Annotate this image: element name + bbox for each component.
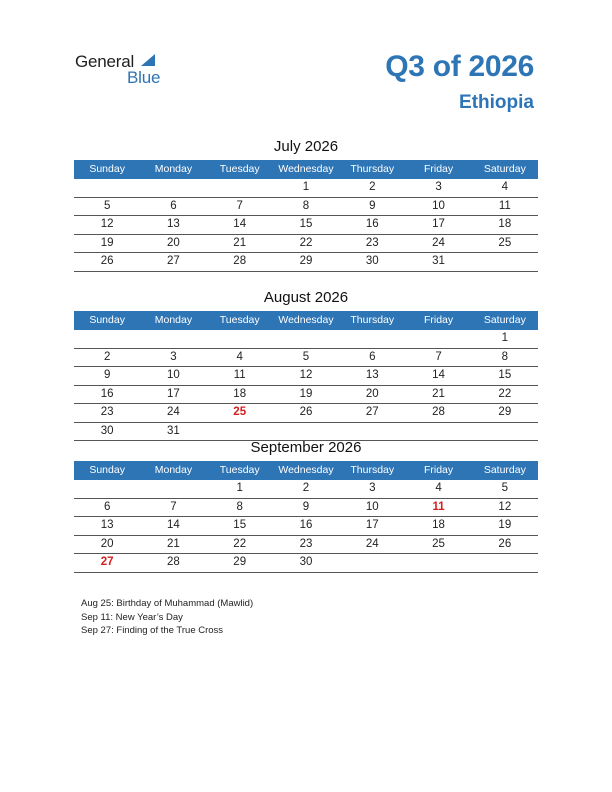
day-cell: 8 xyxy=(501,350,509,363)
day-cell: 29 xyxy=(233,556,247,568)
day-cell: 10 xyxy=(365,500,379,513)
day-cell: 28 xyxy=(432,406,445,418)
day-cell: 24 xyxy=(167,406,180,418)
weekday-label: Wednesday xyxy=(278,163,334,175)
day-cell: 11 xyxy=(498,199,511,212)
day-cell: 6 xyxy=(369,350,376,363)
day-cell: 19 xyxy=(299,387,313,400)
empty-day-cell xyxy=(74,480,140,498)
logo xyxy=(75,52,175,88)
day-cell: 31 xyxy=(432,255,445,267)
day-cell: 30 xyxy=(100,424,114,437)
day-cell: 22 xyxy=(233,537,247,550)
month-title: July 2026 xyxy=(273,138,339,155)
weekday-label: Sunday xyxy=(89,163,125,175)
weekday-label: Monday xyxy=(154,163,193,175)
day-cell: 20 xyxy=(167,236,180,249)
weekday-header xyxy=(74,311,538,330)
day-cell: 17 xyxy=(432,218,445,230)
weekday-label: Tuesday xyxy=(219,314,260,326)
day-cell: 22 xyxy=(498,387,512,400)
day-cell: 13 xyxy=(167,218,180,230)
weekday-label: Saturday xyxy=(483,464,526,476)
day-cell: 1 xyxy=(501,332,509,344)
day-cell: 2 xyxy=(302,482,310,494)
day-cell: 2 xyxy=(369,181,376,193)
week-row xyxy=(74,198,538,217)
week-row xyxy=(74,253,538,271)
empty-day-cell xyxy=(74,330,140,348)
day-cell: 1 xyxy=(302,181,310,193)
empty-day-cell xyxy=(74,179,140,197)
day-cell: 26 xyxy=(498,537,512,550)
day-cell: 16 xyxy=(299,519,313,531)
day-cell: 3 xyxy=(369,482,376,494)
day-cell: 4 xyxy=(435,482,442,494)
day-cell: 23 xyxy=(299,537,313,550)
weekday-header xyxy=(74,461,538,480)
day-cell: 18 xyxy=(432,519,445,531)
day-cell: 15 xyxy=(233,519,247,531)
weekday-label: Saturday xyxy=(483,163,526,175)
day-cell: 8 xyxy=(302,199,310,212)
day-cell: 2 xyxy=(103,350,111,363)
day-cell: 8 xyxy=(236,500,243,513)
logo-text-general: General xyxy=(75,52,135,71)
day-cell: 10 xyxy=(432,199,445,212)
weekday-label: Friday xyxy=(423,314,454,326)
day-cell: 9 xyxy=(369,199,376,212)
day-cell: 18 xyxy=(233,387,247,400)
empty-day-cell xyxy=(472,253,538,271)
page-title: Q3 of 2026 xyxy=(385,50,534,83)
weekday-label: Tuesday xyxy=(219,163,260,175)
holiday-day-cell: 11 xyxy=(432,500,445,513)
day-cell: 5 xyxy=(302,350,310,363)
holiday-notes xyxy=(81,597,253,638)
day-cell: 21 xyxy=(167,537,180,550)
day-cell: 7 xyxy=(236,199,243,212)
week-row xyxy=(74,386,538,405)
calendar-september xyxy=(74,437,538,573)
month-title: August 2026 xyxy=(263,289,349,306)
logo-text-blue: Blue xyxy=(127,68,161,87)
holiday-note: Aug 25: Birthday of Muhammad (Mawlid) xyxy=(81,598,254,609)
day-cell: 22 xyxy=(299,236,313,249)
week-row xyxy=(74,480,538,499)
calendar-july xyxy=(74,136,538,272)
calendar-august xyxy=(74,287,538,441)
day-cell: 7 xyxy=(435,350,442,363)
day-cell: 14 xyxy=(167,519,180,531)
day-cell: 15 xyxy=(498,369,512,381)
day-cell: 16 xyxy=(365,218,379,230)
week-row xyxy=(74,216,538,235)
weekday-label: Wednesday xyxy=(278,464,334,476)
weekday-label: Wednesday xyxy=(278,314,334,326)
weekday-header xyxy=(74,160,538,179)
empty-day-cell xyxy=(140,179,206,197)
day-cell: 19 xyxy=(100,236,114,249)
day-cell: 5 xyxy=(501,482,509,494)
day-cell: 12 xyxy=(299,369,313,381)
day-cell: 9 xyxy=(103,369,111,381)
empty-day-cell xyxy=(405,554,471,572)
day-cell: 26 xyxy=(100,255,114,267)
weekday-label: Thursday xyxy=(350,163,395,175)
day-cell: 28 xyxy=(167,556,180,568)
day-cell: 23 xyxy=(365,236,379,249)
week-row xyxy=(74,330,538,349)
week-row xyxy=(74,367,538,386)
empty-day-cell xyxy=(405,330,471,348)
empty-day-cell xyxy=(207,179,273,197)
day-cell: 25 xyxy=(498,236,512,249)
day-cell: 29 xyxy=(498,406,512,418)
month-title: September 2026 xyxy=(250,439,362,456)
empty-day-cell xyxy=(140,480,206,498)
empty-day-cell xyxy=(339,330,405,348)
weekday-label: Thursday xyxy=(350,314,395,326)
day-cell: 26 xyxy=(299,406,313,418)
day-cell: 16 xyxy=(100,387,114,400)
day-cell: 12 xyxy=(100,218,114,230)
week-row xyxy=(74,349,538,368)
day-cell: 6 xyxy=(103,500,111,513)
holiday-note: Sep 11: New Year’s Day xyxy=(81,611,183,623)
day-cell: 1 xyxy=(236,482,243,494)
day-cell: 31 xyxy=(167,424,180,437)
weekday-label: Friday xyxy=(423,464,454,476)
day-cell: 18 xyxy=(498,218,512,230)
day-cell: 5 xyxy=(103,199,111,212)
week-row xyxy=(74,235,538,254)
weekday-label: Friday xyxy=(423,163,454,175)
day-cell: 17 xyxy=(167,387,180,400)
day-cell: 28 xyxy=(233,255,247,267)
holiday-day-cell: 27 xyxy=(100,556,114,568)
day-cell: 3 xyxy=(170,350,177,363)
day-cell: 24 xyxy=(365,537,379,550)
country-name: Ethiopia xyxy=(459,92,534,113)
weekday-label: Tuesday xyxy=(219,464,260,476)
day-cell: 14 xyxy=(233,218,247,230)
week-row xyxy=(74,179,538,198)
weekday-label: Sunday xyxy=(89,464,125,476)
day-cell: 12 xyxy=(498,500,512,513)
day-cell: 24 xyxy=(432,236,445,249)
logo-triangle-icon xyxy=(141,54,155,66)
empty-day-cell xyxy=(140,330,206,348)
day-cell: 27 xyxy=(365,406,379,418)
empty-day-cell xyxy=(339,554,405,572)
day-cell: 29 xyxy=(299,255,313,267)
week-row xyxy=(74,404,538,423)
holiday-day-cell: 25 xyxy=(233,406,247,418)
week-row xyxy=(74,499,538,518)
week-row xyxy=(74,554,538,572)
week-row xyxy=(74,517,538,536)
week-row xyxy=(74,536,538,555)
day-cell: 4 xyxy=(236,350,243,363)
day-cell: 3 xyxy=(435,181,442,193)
day-cell: 23 xyxy=(100,406,114,418)
day-cell: 17 xyxy=(365,519,379,531)
weekday-label: Monday xyxy=(154,314,193,326)
day-cell: 25 xyxy=(432,537,445,550)
day-cell: 21 xyxy=(432,387,445,400)
weekday-label: Saturday xyxy=(483,314,526,326)
day-cell: 20 xyxy=(100,537,114,550)
day-cell: 13 xyxy=(100,519,114,531)
day-cell: 4 xyxy=(501,181,509,193)
day-cell: 13 xyxy=(365,369,379,381)
weekday-label: Sunday xyxy=(89,314,125,326)
weekday-label: Thursday xyxy=(350,464,395,476)
empty-day-cell xyxy=(472,554,538,572)
holiday-note: Sep 27: Finding of the True Cross xyxy=(81,625,224,636)
day-cell: 10 xyxy=(167,369,180,381)
empty-day-cell xyxy=(207,330,273,348)
day-cell: 30 xyxy=(365,255,379,267)
day-cell: 14 xyxy=(432,369,445,381)
day-cell: 20 xyxy=(365,387,379,400)
weekday-label: Monday xyxy=(154,464,193,476)
empty-day-cell xyxy=(273,330,339,348)
day-cell: 21 xyxy=(233,236,247,249)
day-cell: 6 xyxy=(170,199,177,212)
day-cell: 27 xyxy=(167,255,180,267)
day-cell: 30 xyxy=(299,556,313,568)
day-cell: 19 xyxy=(498,519,512,531)
day-cell: 15 xyxy=(299,218,313,230)
day-cell: 7 xyxy=(170,500,177,513)
day-cell: 11 xyxy=(233,369,246,381)
day-cell: 9 xyxy=(302,500,310,513)
